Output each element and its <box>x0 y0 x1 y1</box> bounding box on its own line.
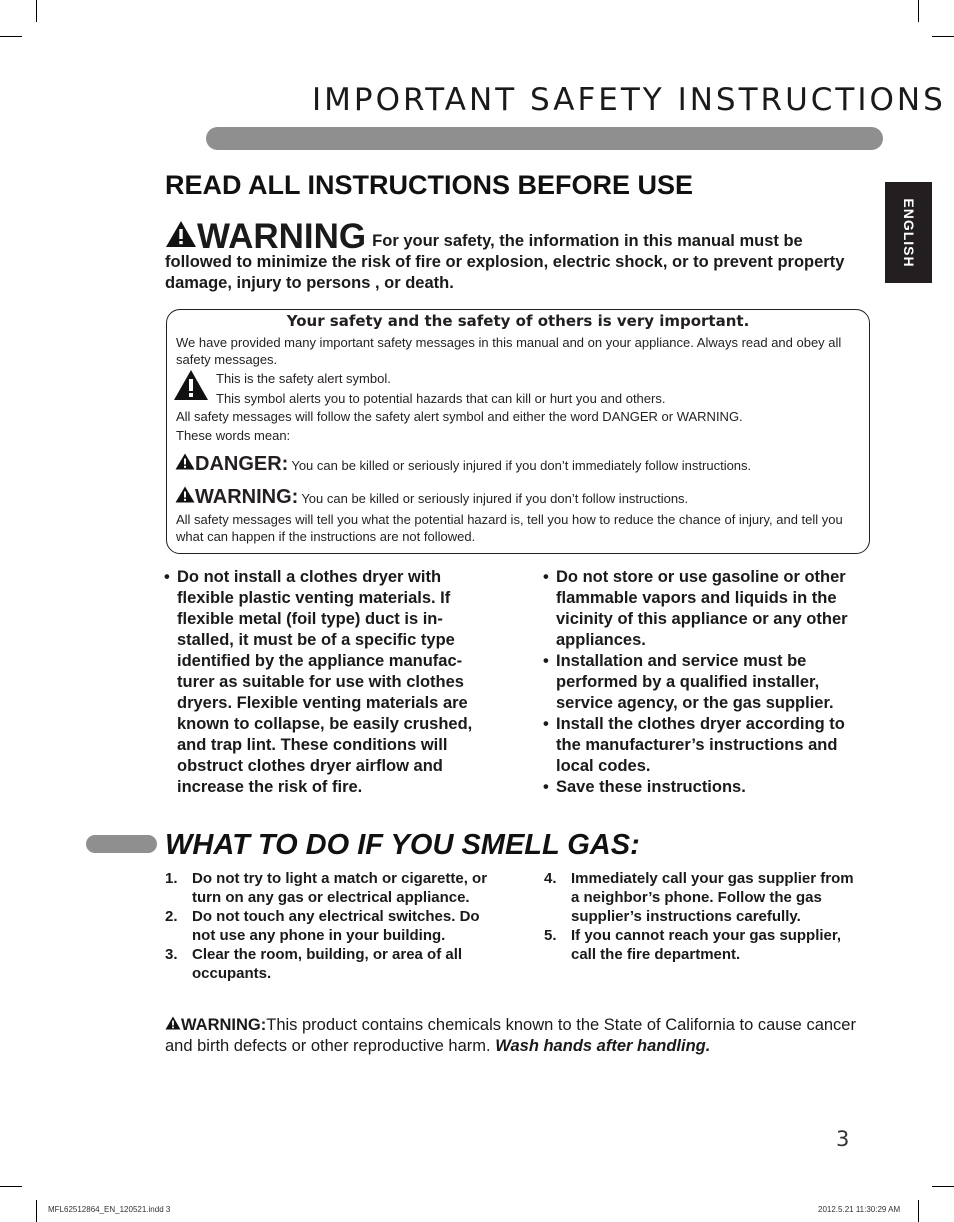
safety-box-closing: All safety messages will tell you what the potential hazard is, tell you how to reduce the chance of injury, and tell you what can happen if the instructions are not followed. <box>176 512 843 544</box>
prop65-word: WARNING: <box>181 1016 267 1034</box>
warning-triangle-icon <box>175 486 195 503</box>
step-number: 4. <box>544 870 557 887</box>
safety-messages-box <box>166 309 870 554</box>
signal-words-lead: These words mean: <box>176 428 291 443</box>
bullet-text: Install the clothes dryer according to the manufacturer’s instructions and local codes. <box>556 715 845 775</box>
warning-text: You can be killed or seriously injured if you don’t follow instructions. <box>301 491 689 506</box>
bullet-text: Save these instructions. <box>556 778 746 796</box>
warning-signal-word <box>165 217 366 256</box>
step-number: 1. <box>165 870 178 887</box>
title-underline-bar <box>206 127 883 150</box>
list-item <box>165 945 500 983</box>
warning-word: WARNING <box>197 217 367 256</box>
footer-timestamp: 2012.5.21 11:30:29 AM <box>818 1205 901 1214</box>
danger-text: You can be killed or seriously injured if you don’t immediately follow instructions. <box>291 458 752 473</box>
crop-mark <box>918 1200 919 1222</box>
page-title: IMPORTANT SAFETY INSTRUCTIONS <box>312 82 946 118</box>
bullet-text: Do not install a clothes dryer with flexible plastic venting materials. If flexible metal (foil type) duct is in-stalled, it must be of a specific type identified by the appliance manufac-turer as suitable for use with clothes dryers. Flexible venting materials are known to collapse, be easily crushed, and trap lint. These conditions will obstruct clothes dryer airflow and increase the risk of fire. <box>177 568 473 796</box>
bullet-text: Do not store or use gasoline or other flammable vapors and liquids in the vicinity of this appliance or any other appliances. <box>556 568 848 649</box>
language-tab <box>885 182 932 283</box>
list-item <box>543 651 873 714</box>
warning-word: WARNING: <box>195 486 299 508</box>
warning-line <box>175 486 861 507</box>
language-tab-label: ENGLISH <box>900 197 917 268</box>
safety-box-intro: We have provided many important safety messages in this manual and on your appliance. Always read and obey all safety messages. <box>176 335 842 367</box>
danger-triangle-icon <box>175 453 195 470</box>
bullet-text: Installation and service must be performed by a qualified installer, service agency, or the gas supplier. <box>556 652 834 712</box>
list-item <box>544 926 864 964</box>
warning-intro <box>165 217 865 294</box>
step-number: 5. <box>544 927 557 944</box>
warning-triangle-icon <box>165 220 197 248</box>
step-text: Do not try to light a match or cigarette, or turn on any gas or electrical appliance. <box>192 870 488 906</box>
signal-words-intro: All safety messages will follow the safety alert symbol and either the word DANGER or WARNING. <box>176 409 743 424</box>
symbol-description-1: This is the safety alert symbol. <box>216 371 391 386</box>
bullet-marker: • <box>543 778 549 796</box>
step-number: 3. <box>165 946 178 963</box>
crop-mark <box>932 1186 954 1187</box>
read-all-heading: READ ALL INSTRUCTIONS BEFORE USE <box>165 170 694 200</box>
step-text: Clear the room, building, or area of all occupants. <box>192 946 463 982</box>
warning-triangle-icon <box>165 1016 181 1030</box>
section-marker-pill <box>86 835 157 853</box>
bullet-marker: • <box>543 652 549 670</box>
crop-mark <box>0 36 22 37</box>
danger-line <box>175 453 861 474</box>
danger-word: DANGER: <box>195 453 289 475</box>
prop65-warning <box>165 1015 865 1057</box>
safety-box-heading: Your safety and the safety of others is very important. <box>286 312 750 330</box>
crop-mark <box>932 36 954 37</box>
list-item <box>543 714 873 777</box>
crop-mark <box>0 1186 22 1187</box>
list-item <box>164 567 494 798</box>
gas-steps-right <box>544 869 864 964</box>
list-item <box>543 777 873 798</box>
prop65-emphasis: Wash hands after handling. <box>495 1037 711 1055</box>
footer-file-slug: MFL62512864_EN_120521.indd 3 <box>48 1205 171 1214</box>
bullet-marker: • <box>164 568 170 586</box>
symbol-description-2: This symbol alerts you to potential hazards that can kill or hurt you and others. <box>216 391 666 406</box>
bullet-marker: • <box>543 715 549 733</box>
safety-bullets-left <box>164 567 494 798</box>
list-item <box>165 907 500 945</box>
crop-mark <box>36 0 37 22</box>
crop-mark <box>918 0 919 22</box>
step-text: Immediately call your gas supplier from a neighbor’s phone. Follow the gas supplier’s instructions carefully. <box>571 870 854 925</box>
step-text: If you cannot reach your gas supplier, call the fire department. <box>571 927 842 963</box>
step-text: Do not touch any electrical switches. Do not use any phone in your building. <box>192 908 480 944</box>
bullet-marker: • <box>543 568 549 586</box>
gas-section-heading: WHAT TO DO IF YOU SMELL GAS: <box>165 829 640 861</box>
page-number: 3 <box>836 1127 850 1151</box>
safety-alert-triangle-icon <box>173 369 209 401</box>
warning-intro-text: For your safety, the information in this manual must be followed to minimize the risk of fire or explosion, electric shock, or to prevent property damage, injury to persons , or death. <box>165 232 845 292</box>
list-item <box>543 567 873 651</box>
list-item <box>544 869 864 926</box>
gas-steps-left <box>165 869 500 983</box>
list-item <box>165 869 500 907</box>
step-number: 2. <box>165 908 178 925</box>
prop65-text: This product contains chemicals known to the State of California to cause cancer and birth defects or other reproductive harm. <box>165 1016 856 1055</box>
safety-bullets-right <box>543 567 873 798</box>
crop-mark <box>36 1200 37 1222</box>
